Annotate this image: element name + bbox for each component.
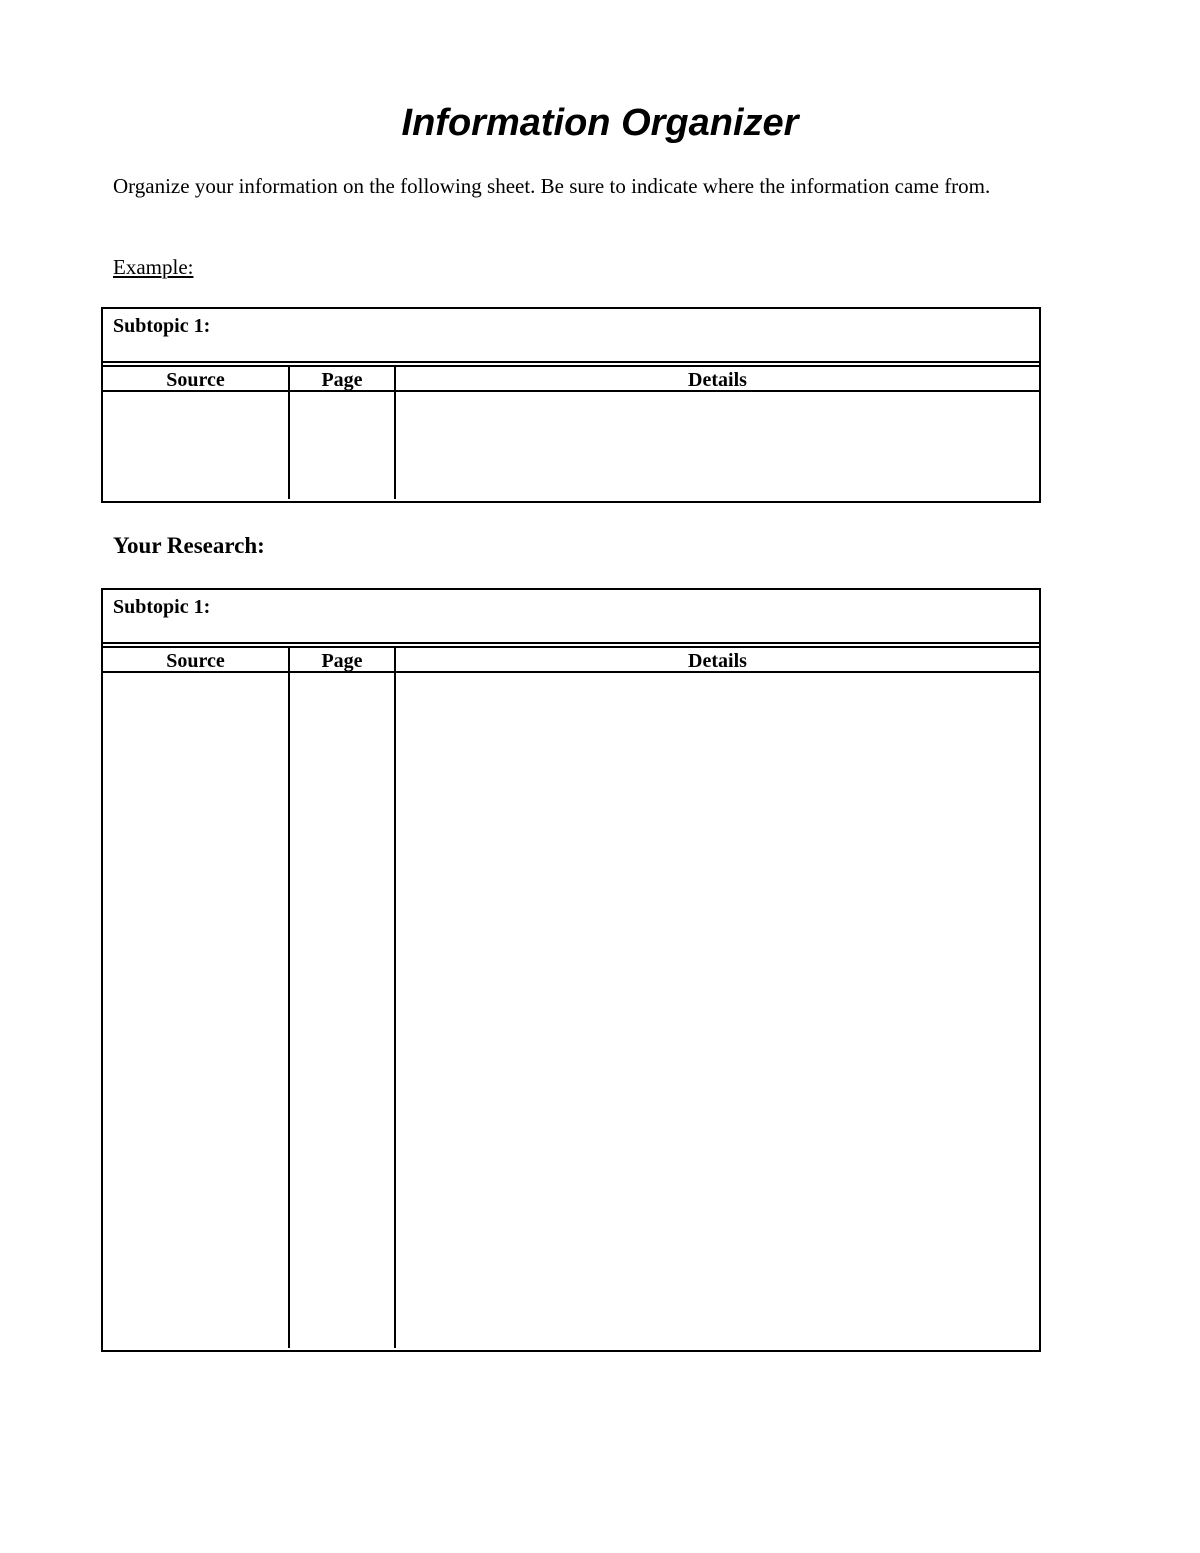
page-title: Information Organizer (401, 102, 799, 144)
example-details-cell[interactable] (396, 392, 1039, 499)
research-page-cell[interactable] (290, 673, 396, 1348)
example-page-header: Page (290, 367, 396, 390)
research-source-header: Source (103, 648, 290, 671)
example-subtopic-label: Subtopic 1: (113, 315, 211, 337)
example-subtopic-row (103, 309, 1039, 363)
example-page-cell[interactable] (290, 392, 396, 499)
research-source-cell[interactable] (103, 673, 290, 1348)
example-source-header: Source (103, 367, 290, 390)
research-body-row (103, 673, 1039, 1348)
research-subtopic-row[interactable] (103, 590, 1039, 644)
example-label: Example: (113, 255, 194, 279)
example-header-row (103, 365, 1039, 392)
research-page-header: Page (290, 648, 396, 671)
example-body-row (103, 392, 1039, 499)
example-details-header: Details (688, 369, 747, 391)
instructions-text: Organize your information on the following sheet. Be sure to indicate where the information came from. (113, 174, 991, 198)
research-heading: Your Research: (113, 533, 265, 558)
example-source-cell[interactable] (103, 392, 290, 499)
research-details-cell[interactable] (396, 673, 1039, 1348)
research-details-header: Details (688, 650, 747, 672)
example-organizer-table (101, 307, 1041, 503)
research-header-row (103, 646, 1039, 673)
research-organizer-table (101, 588, 1041, 1352)
research-subtopic-label: Subtopic 1: (113, 596, 211, 618)
